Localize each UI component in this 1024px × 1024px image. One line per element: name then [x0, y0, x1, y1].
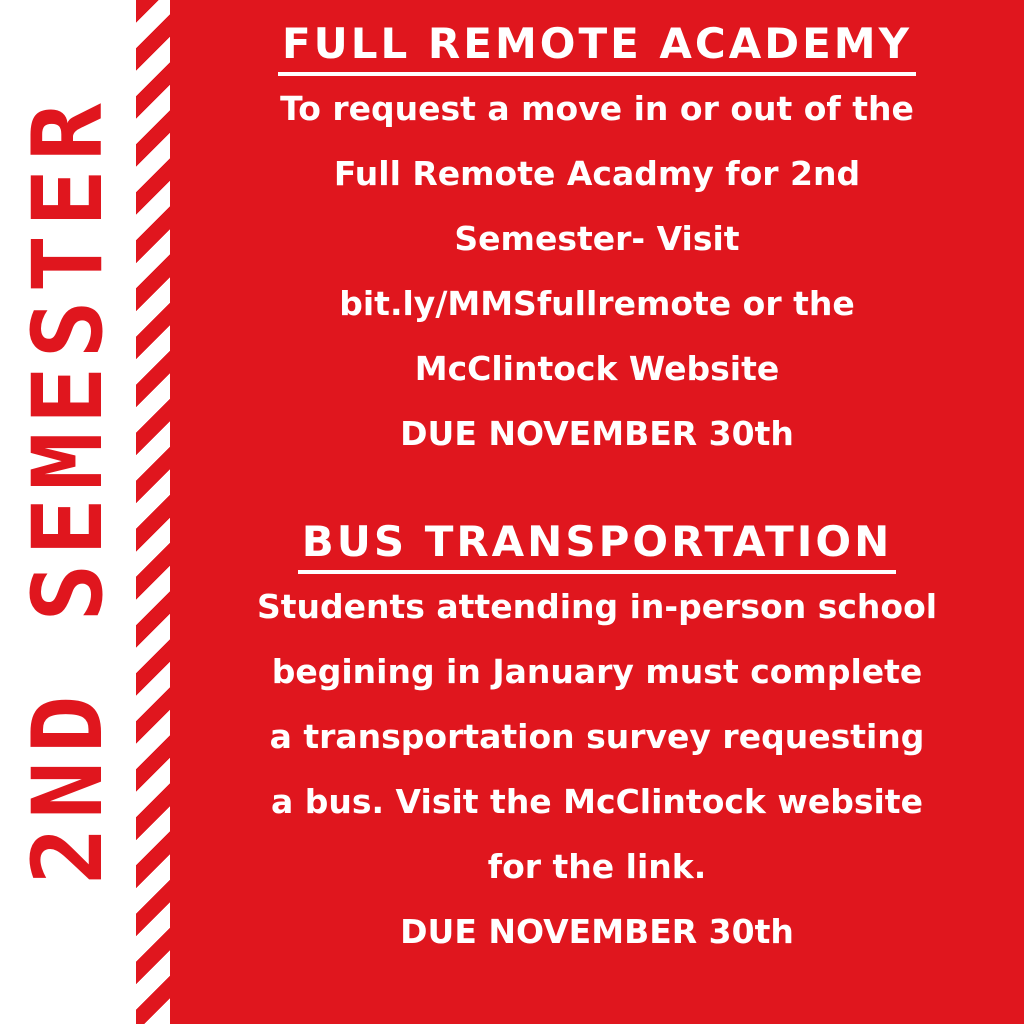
- bus-due-date: DUE NOVEMBER 30th: [400, 912, 794, 951]
- bus-line: begining in January must complete: [271, 652, 923, 691]
- bus-line: a transportation survey requesting: [269, 717, 925, 756]
- bus-line: a bus. Visit the McClintock website: [271, 782, 923, 821]
- remote-academy-body: [182, 76, 1012, 466]
- bus-transportation-body: [182, 574, 1012, 964]
- sidebar: [0, 0, 136, 1024]
- remote-due-date: DUE NOVEMBER 30th: [400, 414, 794, 453]
- remote-link-line: bit.ly/MMSfullremote or the: [339, 284, 855, 323]
- remote-line: Full Remote Acadmy for 2nd: [333, 154, 861, 193]
- remote-line: To request a move in or out of the: [280, 89, 914, 128]
- semester-vertical-title: 2ND SEMESTER: [12, 95, 124, 885]
- bus-transportation-section: [182, 514, 1012, 964]
- remote-academy-section: [182, 16, 1012, 466]
- bus-transportation-heading: BUS TRANSPORTATION: [298, 514, 897, 574]
- announcement-panel: [170, 0, 1024, 1024]
- bus-line: Students attending in-person school: [256, 587, 938, 626]
- remote-line: McClintock Website: [414, 349, 780, 388]
- remote-line: Semester- Visit: [454, 219, 740, 258]
- striped-divider: [136, 0, 170, 1024]
- section-spacer: [182, 466, 1012, 514]
- remote-academy-heading: FULL REMOTE ACADEMY: [278, 16, 916, 76]
- bus-line: for the link.: [487, 847, 707, 886]
